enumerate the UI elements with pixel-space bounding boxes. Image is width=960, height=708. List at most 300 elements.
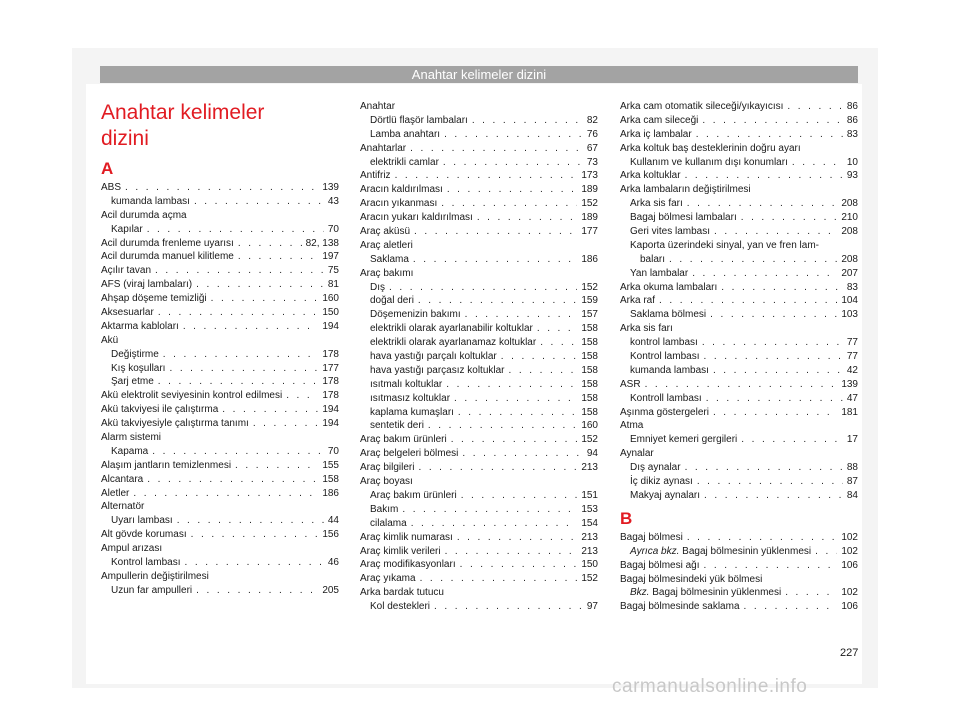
- index-entry-label: Atma: [620, 420, 644, 432]
- index-entry-page: 82: [586, 114, 598, 126]
- dot-leader: [685, 461, 843, 475]
- index-entry-label: Acil durumda frenleme uyarısı: [101, 237, 234, 249]
- index-entry: [101, 473, 339, 487]
- index-entry-label: elektrikli olarak ayarlanabilir koltuklar: [370, 323, 533, 335]
- index-entry-page: 102: [841, 587, 858, 599]
- index-entry: [101, 278, 339, 292]
- index-entry-page: 76: [586, 128, 598, 140]
- dot-leader: [158, 375, 319, 389]
- dot-leader: [446, 378, 577, 392]
- dot-leader: [402, 503, 577, 517]
- index-entry-page: 158: [322, 473, 339, 485]
- index-entry-see-also: Ayrıca bkz.: [630, 545, 680, 557]
- index-entry-label: Emniyet kemeri gergileri: [630, 434, 738, 446]
- dot-leader: [169, 362, 318, 376]
- index-entry-page: 83: [846, 281, 858, 293]
- index-entry: [360, 517, 598, 531]
- dot-leader: [454, 392, 577, 406]
- dot-leader: [787, 100, 842, 114]
- dot-leader: [125, 181, 318, 195]
- index-entry-page: 139: [841, 378, 858, 390]
- dot-leader: [444, 128, 583, 142]
- index-group-heading: [620, 183, 858, 197]
- index-group-heading: [101, 542, 339, 556]
- index-entry: [101, 403, 339, 417]
- dot-leader: [211, 292, 319, 306]
- dot-leader: [792, 156, 843, 170]
- index-entry-label: Arka cam sileceği: [620, 114, 699, 126]
- dot-leader: [163, 348, 319, 362]
- index-entry-label: Şarj etme: [111, 376, 154, 388]
- index-entry-label: Anahtarlar: [360, 142, 407, 154]
- index-entry-label: Arka okuma lambaları: [620, 281, 718, 293]
- index-entry: [360, 489, 598, 503]
- index-entry-label: Arka cam otomatik sileceği/yıkayıcısı: [620, 101, 784, 112]
- index-group-heading: [620, 142, 858, 156]
- index-entry-page: 83: [846, 128, 858, 140]
- index-entry-page: 152: [581, 198, 598, 210]
- index-group-heading: [101, 334, 339, 348]
- index-entry-label: Araç aletleri: [360, 239, 413, 251]
- dot-leader: [741, 433, 843, 447]
- index-entry-label: cilalama: [370, 517, 407, 529]
- index-entry-page: 151: [581, 489, 598, 501]
- index-entry-label: Araç bakım ürünleri: [370, 489, 457, 501]
- index-entry-page: 189: [581, 212, 598, 224]
- index-entry-page: 84: [846, 489, 858, 501]
- index-entry-label: Akü elektrolit seviyesinin kontrol edilmesi: [101, 390, 283, 402]
- dot-leader: [158, 306, 319, 320]
- index-letter-heading: B: [620, 508, 633, 528]
- index-entry: [360, 545, 598, 559]
- index-entry-label: Dış aynalar: [630, 462, 681, 474]
- index-entry-label: Antifriz: [360, 170, 391, 182]
- index-entry: [360, 294, 598, 308]
- index-entry-label: AFS (viraj lambaları): [101, 279, 193, 291]
- index-entry: [360, 253, 598, 267]
- index-entry: [101, 445, 339, 459]
- index-entry-label: Bagaj bölmesinin yüklenmesi: [682, 545, 812, 557]
- dot-leader: [703, 350, 842, 364]
- index-entry-page: 70: [327, 223, 339, 235]
- index-entry-page: 177: [322, 362, 339, 374]
- index-entry-page: 158: [581, 323, 598, 335]
- dot-leader: [697, 475, 843, 489]
- dot-leader: [460, 558, 578, 572]
- index-entry-label: Araç aküsü: [360, 226, 411, 238]
- index-entry: [620, 100, 858, 114]
- index-entry: [101, 250, 339, 264]
- index-entry-page: 213: [581, 462, 598, 474]
- dot-leader: [713, 406, 837, 420]
- index-entry-label: hava yastığı parçalı koltuklar: [370, 351, 497, 363]
- index-entry: [360, 336, 598, 350]
- dot-leader: [713, 364, 843, 378]
- index-entry-label: Araç belgeleri bölmesi: [360, 448, 459, 460]
- index-entry-label: Bagaj bölmesindeki yük bölmesi: [620, 573, 763, 585]
- index-entry: [620, 489, 858, 503]
- dot-leader: [155, 264, 324, 278]
- index-entry: [620, 267, 858, 281]
- index-entry: [620, 114, 858, 128]
- dot-leader: [443, 156, 583, 170]
- dot-leader: [222, 403, 318, 417]
- index-entry-label: Bagaj bölmesi ağı: [620, 559, 700, 571]
- index-entry-page: 10: [846, 156, 858, 168]
- index-entry-label: Aynalar: [620, 448, 654, 460]
- dot-leader: [509, 364, 578, 378]
- index-entry-label: Kontrol lambası: [630, 351, 700, 363]
- index-entry-label: doğal deri: [370, 295, 414, 307]
- dot-leader: [238, 250, 318, 264]
- dot-leader: [696, 128, 843, 142]
- index-entry-label: Saklama: [370, 253, 409, 265]
- index-entry-label: Saklama bölmesi: [630, 309, 707, 321]
- index-entry: [620, 531, 858, 545]
- index-entry: [101, 362, 339, 376]
- index-entry-page: 153: [581, 503, 598, 515]
- index-entry-label: Makyaj aynaları: [630, 489, 701, 501]
- index-entry-label: Akü: [101, 334, 119, 346]
- index-entry-page: 178: [322, 390, 339, 402]
- index-entry-page: 82, 138: [305, 237, 339, 249]
- index-entry: [620, 156, 858, 170]
- index-entry-page: 158: [581, 378, 598, 390]
- index-entry: [360, 378, 598, 392]
- index-entry: [620, 253, 858, 267]
- index-entry: [360, 308, 598, 322]
- dot-leader: [133, 487, 318, 501]
- dot-leader: [286, 389, 318, 403]
- dot-leader: [692, 267, 837, 281]
- dot-leader: [744, 600, 838, 614]
- index-entry-label: ABS: [101, 182, 122, 193]
- index-entry-label: Arka sis farı: [620, 323, 673, 335]
- dot-leader: [253, 417, 318, 431]
- index-entry: [620, 475, 858, 489]
- index-entry: [360, 572, 598, 586]
- index-entry-page: 207: [841, 267, 858, 279]
- index-entry: [620, 545, 858, 559]
- index-entry: [620, 211, 858, 225]
- index-entry-page: 173: [581, 170, 598, 182]
- index-entry: [360, 600, 598, 614]
- index-entry: [360, 211, 598, 225]
- index-entry-page: 67: [586, 142, 598, 154]
- index-entry-label: Kapılar: [111, 223, 143, 235]
- index-entry: [360, 503, 598, 517]
- index-entry-page: 208: [841, 253, 858, 265]
- index-entry-label: İç dikiz aynası: [630, 476, 693, 488]
- index-entry-page: 42: [846, 364, 858, 376]
- dot-leader: [645, 378, 838, 392]
- index-entry-page: 194: [322, 418, 339, 430]
- index-entry: [620, 336, 858, 350]
- index-entry-page: 159: [581, 295, 598, 307]
- dot-leader: [177, 514, 324, 528]
- index-entry-label: Araç yıkama: [360, 573, 416, 585]
- index-entry-page: 158: [581, 406, 598, 418]
- index-entry-page: 158: [581, 351, 598, 363]
- index-entry-label: Araç modifikasyonları: [360, 559, 456, 571]
- dot-leader: [152, 445, 324, 459]
- index-entry: [360, 531, 598, 545]
- index-entry: [360, 406, 598, 420]
- index-entry: [101, 584, 339, 598]
- index-entry: [101, 195, 339, 209]
- index-entry-page: 77: [846, 351, 858, 363]
- index-entry-page: 17: [846, 434, 858, 446]
- index-entry-label: Araç kimlik numarası: [360, 531, 453, 543]
- dot-leader: [389, 281, 577, 295]
- index-entry-label: Lamba anahtarı: [370, 128, 441, 140]
- index-entry-label: Aracın yukarı kaldırılması: [360, 212, 473, 224]
- index-entry: [620, 350, 858, 364]
- index-entry-page: 102: [841, 531, 858, 543]
- index-entry: [101, 320, 339, 334]
- index-entry-label: Uzun far ampulleri: [111, 584, 193, 596]
- dot-leader: [721, 281, 843, 295]
- index-entry-label: Aktarma kabloları: [101, 320, 179, 332]
- index-entry-page: 186: [581, 253, 598, 265]
- dot-leader: [147, 223, 324, 237]
- index-letter-heading: A: [101, 159, 114, 178]
- index-entry-label: Bagaj bölmesinde saklama: [620, 601, 740, 613]
- index-entry-label: Akü takviyesi ile çalıştırma: [101, 404, 219, 416]
- dot-leader: [420, 572, 578, 586]
- dot-leader: [687, 197, 838, 211]
- dot-leader: [710, 308, 837, 322]
- index-group-heading: [360, 267, 598, 281]
- index-entry: [620, 308, 858, 322]
- page-title-line-1: Anahtar kelimeler: [101, 101, 265, 124]
- index-entry-label: Aksesuarlar: [101, 307, 154, 319]
- index-entry-label: Arka lambaların değiştirilmesi: [620, 184, 751, 196]
- index-group-heading: [620, 573, 858, 587]
- index-entry-page: 160: [322, 293, 339, 305]
- dot-leader: [418, 294, 577, 308]
- index-entry-page: 88: [846, 462, 858, 474]
- index-entry-label: elektrikli olarak ayarlanamaz koltuklar: [370, 337, 537, 349]
- dot-leader: [704, 559, 838, 573]
- dot-leader: [451, 433, 578, 447]
- index-entry-label: Arka sis farı: [630, 198, 683, 210]
- index-entry-label: Ampul arızası: [101, 543, 163, 555]
- index-entry-label: Aşınma göstergeleri: [620, 406, 709, 418]
- index-entry: [620, 392, 858, 406]
- index-entry-page: 47: [846, 392, 858, 404]
- index-group-heading: [101, 209, 339, 223]
- index-entry-label: Alternatör: [101, 501, 145, 513]
- index-entry-label: Kontrol lambası: [111, 557, 181, 569]
- index-entry-page: 139: [322, 182, 339, 193]
- dot-leader: [441, 197, 577, 211]
- index-entry-label: Ampullerin değiştirilmesi: [101, 570, 209, 582]
- dot-leader: [702, 114, 843, 128]
- dot-leader: [706, 392, 843, 406]
- page-number: 227: [840, 647, 859, 659]
- index-entry-page: 154: [581, 517, 598, 529]
- index-entry: [360, 350, 598, 364]
- index-entry-page: 178: [322, 376, 339, 388]
- index-entry-label: Alt gövde koruması: [101, 529, 187, 541]
- dot-leader: [191, 528, 319, 542]
- index-entry: [101, 528, 339, 542]
- index-entry: [620, 128, 858, 142]
- dot-leader: [461, 489, 578, 503]
- index-entry: [360, 156, 598, 170]
- index-entry-page: 158: [581, 337, 598, 349]
- index-entry-page: 93: [846, 170, 858, 182]
- dot-leader: [702, 336, 843, 350]
- index-entry-page: 158: [581, 364, 598, 376]
- index-entry-label: Dörtlü flaşör lambaları: [370, 114, 468, 126]
- dot-leader: [537, 322, 577, 336]
- page-title-line-2: dizini: [101, 127, 149, 150]
- index-entry-page: 194: [322, 404, 339, 416]
- index-group-heading: [360, 100, 598, 114]
- index-entry: [360, 183, 598, 197]
- index-entry-label: Araç kimlik verileri: [360, 545, 441, 557]
- page-title: [101, 100, 339, 152]
- dot-leader: [472, 114, 583, 128]
- dot-leader: [704, 489, 843, 503]
- index-entry-page: 103: [841, 309, 858, 321]
- watermark: carmanualsonline.info: [612, 676, 808, 697]
- index-entry-label: Geri vites lambası: [630, 226, 711, 238]
- index-entry-label: Ahşap döşeme temizliği: [101, 293, 207, 305]
- index-entry-page: 178: [322, 348, 339, 360]
- dot-leader: [235, 459, 318, 473]
- index-entry: [360, 558, 598, 572]
- index-entry: [101, 181, 339, 195]
- index-entry-label: Arka koltuklar: [620, 170, 681, 182]
- index-entry: [360, 225, 598, 239]
- index-entry: [620, 406, 858, 420]
- index-entry: [620, 559, 858, 573]
- index-entry-page: 102: [841, 545, 858, 557]
- dot-leader: [428, 419, 577, 433]
- dot-leader: [184, 556, 323, 570]
- index-entry: [101, 417, 339, 431]
- index-entry: [101, 292, 339, 306]
- index-entry-page: 158: [581, 392, 598, 404]
- index-entry-label: sentetik deri: [370, 420, 424, 432]
- dot-leader: [414, 225, 577, 239]
- index-entry: [620, 225, 858, 239]
- index-entry: [620, 433, 858, 447]
- index-group-heading: [620, 419, 858, 433]
- index-entry-label: Alaşım jantların temizlenmesi: [101, 459, 232, 471]
- index-entry: [101, 459, 339, 473]
- index-entry-label: ısıtmalı koltuklar: [370, 378, 443, 390]
- dot-leader: [147, 473, 318, 487]
- index-entry: [101, 237, 339, 251]
- index-entry: [101, 556, 339, 570]
- dot-leader: [194, 195, 324, 209]
- index-entry-label: hava yastığı parçasız koltuklar: [370, 364, 505, 376]
- dot-leader: [410, 142, 583, 156]
- dot-leader: [196, 278, 324, 292]
- index-entry-label: Arka iç lambalar: [620, 128, 692, 140]
- index-entry-label: Kontroll lambası: [630, 392, 702, 404]
- index-entry: [620, 378, 858, 392]
- dot-leader: [714, 225, 837, 239]
- index-entry-see-also: Bkz.: [630, 587, 650, 599]
- index-entry: [620, 461, 858, 475]
- index-group-heading: [360, 475, 598, 489]
- index-entry-label: Araç bakımı: [360, 267, 414, 279]
- index-entry: [620, 294, 858, 308]
- dot-leader: [238, 237, 302, 251]
- index-entry-label: Alarm sistemi: [101, 432, 162, 444]
- dot-leader: [413, 253, 577, 267]
- index-entry-page: 94: [586, 448, 598, 460]
- index-entry-label: Araç bilgileri: [360, 462, 415, 474]
- index-entry-page: 152: [581, 281, 598, 293]
- index-entry-label: Kapama: [111, 445, 149, 457]
- index-entry-page: 152: [581, 434, 598, 446]
- index-group-heading: [620, 447, 858, 461]
- index-entry-page: 210: [841, 212, 858, 224]
- dot-leader: [741, 211, 838, 225]
- index-group-heading: [101, 431, 339, 445]
- index-entry-page: 150: [581, 559, 598, 571]
- index-entry: [360, 419, 598, 433]
- dot-leader: [687, 531, 838, 545]
- index-entry-page: 160: [581, 420, 598, 432]
- index-entry-page: 152: [581, 573, 598, 585]
- index-group-heading: [620, 322, 858, 336]
- index-entry-label: Uyarı lambası: [111, 515, 173, 527]
- index-entry: [360, 142, 598, 156]
- dot-leader: [501, 350, 578, 364]
- index-entry-page: 181: [841, 406, 858, 418]
- section-banner: Anahtar kelimeler dizini: [100, 66, 858, 83]
- index-entry-page: 213: [581, 531, 598, 543]
- index-entry: [101, 514, 339, 528]
- index-entry-page: 189: [581, 184, 598, 196]
- index-entry-label: kontrol lambası: [630, 337, 698, 349]
- dot-leader: [458, 406, 577, 420]
- index-entry: [360, 433, 598, 447]
- index-entry-label: kumanda lambası: [111, 195, 190, 207]
- dot-leader: [465, 308, 578, 322]
- index-entry-label: Açılır tavan: [101, 265, 152, 277]
- index-entry-label: Kaporta üzerindeki sinyal, yan ve fren lam-: [630, 239, 819, 251]
- index-entry-page: 104: [841, 295, 858, 307]
- index-group-heading: [360, 586, 598, 600]
- index-entry: [620, 281, 858, 295]
- index-entry-label: Arka koltuk baş desteklerinin doğru ayarı: [620, 142, 801, 154]
- index-entry: [620, 364, 858, 378]
- index-entry-label: Akü takviyesiyle çalıştırma tanımı: [101, 418, 249, 430]
- index-group-heading: [620, 239, 858, 253]
- index-entry: [360, 461, 598, 475]
- index-entry-label: Aletler: [101, 487, 130, 499]
- index-group-heading: [101, 570, 339, 584]
- dot-leader: [785, 586, 837, 600]
- index-entry-page: 156: [322, 529, 339, 541]
- index-entry-page: 86: [846, 114, 858, 126]
- index-entry-page: 155: [322, 459, 339, 471]
- index-entry-label: ısıtmasız koltuklar: [370, 392, 451, 404]
- index-entry-page: 106: [841, 559, 858, 571]
- dot-leader: [434, 600, 583, 614]
- index-entry: [620, 600, 858, 614]
- index-entry-label: Kol destekleri: [370, 601, 431, 613]
- index-entry-label: elektrikli camlar: [370, 156, 439, 168]
